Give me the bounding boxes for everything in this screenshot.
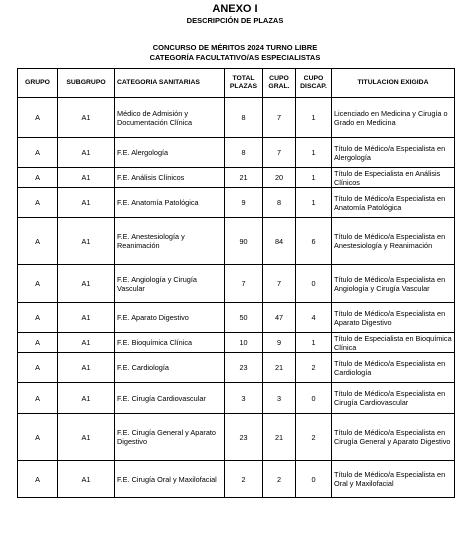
cell-total-plazas: 10	[225, 333, 263, 353]
header-total-plazas: TOTAL PLAZAS	[225, 69, 263, 98]
cell-grupo: A	[18, 265, 58, 303]
cell-subgrupo: A1	[58, 218, 115, 265]
cell-grupo: A	[18, 218, 58, 265]
cell-subgrupo: A1	[58, 333, 115, 353]
cell-grupo: A	[18, 461, 58, 498]
cell-cupo-discap: 1	[296, 333, 332, 353]
table-row	[18, 353, 455, 383]
cell-categoria: F.E. Bioquímica Clínica	[115, 333, 225, 353]
cell-categoria: F.E. Angiología y Cirugía Vascular	[115, 265, 225, 303]
cell-cupo-gral: 21	[263, 353, 296, 383]
cell-cupo-gral: 3	[263, 383, 296, 414]
cell-total-plazas: 23	[225, 414, 263, 461]
table-row	[18, 461, 455, 498]
table-body	[18, 98, 455, 498]
cell-titulacion: Título de Especialista en Análisis Clínicos	[332, 168, 455, 188]
cell-total-plazas: 23	[225, 353, 263, 383]
cell-grupo: A	[18, 353, 58, 383]
cell-total-plazas: 2	[225, 461, 263, 498]
cell-categoria: F.E. Aparato Digestivo	[115, 303, 225, 333]
table-row	[18, 218, 455, 265]
cell-subgrupo: A1	[58, 98, 115, 138]
cell-cupo-gral: 7	[263, 98, 296, 138]
cell-cupo-gral: 21	[263, 414, 296, 461]
header-cupo-discap: CUPO DISCAP.	[296, 69, 332, 98]
cell-subgrupo: A1	[58, 188, 115, 218]
cell-titulacion: Licenciado en Medicina y Cirugía o Grado en Medicina	[332, 98, 455, 138]
cell-cupo-discap: 2	[296, 353, 332, 383]
cell-cupo-gral: 7	[263, 138, 296, 168]
cell-cupo-discap: 1	[296, 188, 332, 218]
cell-titulacion: Título de Médico/a Especialista en Cardiología	[332, 353, 455, 383]
cell-subgrupo: A1	[58, 138, 115, 168]
cell-subgrupo: A1	[58, 461, 115, 498]
cell-subgrupo: A1	[58, 303, 115, 333]
cell-cupo-discap: 0	[296, 265, 332, 303]
cell-titulacion: Título de Médico/a Especialista en Angiología y Cirugía Vascular	[332, 265, 455, 303]
cell-cupo-discap: 1	[296, 168, 332, 188]
cell-grupo: A	[18, 138, 58, 168]
category-title: CATEGORÍA FACULTATIVO/AS ESPECIALISTAS	[149, 53, 321, 62]
header-cupo-gral: CUPO GRAL.	[263, 69, 296, 98]
cell-subgrupo: A1	[58, 168, 115, 188]
cell-grupo: A	[18, 414, 58, 461]
cell-grupo: A	[18, 98, 58, 138]
cell-cupo-gral: 2	[263, 461, 296, 498]
cell-cupo-gral: 84	[263, 218, 296, 265]
table-row	[18, 138, 455, 168]
table-row	[18, 333, 455, 353]
table-row	[18, 265, 455, 303]
cell-total-plazas: 9	[225, 188, 263, 218]
cell-cupo-discap: 6	[296, 218, 332, 265]
cell-grupo: A	[18, 188, 58, 218]
header-subgrupo: SUBGRUPO	[58, 69, 115, 98]
cell-total-plazas: 7	[225, 265, 263, 303]
cell-cupo-discap: 0	[296, 383, 332, 414]
cell-subgrupo: A1	[58, 353, 115, 383]
header-grupo: GRUPO	[18, 69, 58, 98]
cell-cupo-gral: 8	[263, 188, 296, 218]
header-categoria: CATEGORIA SANITARIAS	[115, 69, 225, 98]
contest-title: CONCURSO DE MÉRITOS 2024 TURNO LIBRE	[152, 43, 318, 52]
cell-titulacion: Título de Médico/a Especialista en Cirugía Cardiovascular	[332, 383, 455, 414]
table-row	[18, 188, 455, 218]
cell-total-plazas: 3	[225, 383, 263, 414]
cell-grupo: A	[18, 303, 58, 333]
cell-titulacion: Título de Médico/a Especialista en Anatomía Patológica	[332, 188, 455, 218]
cell-cupo-gral: 7	[263, 265, 296, 303]
cell-total-plazas: 50	[225, 303, 263, 333]
table-row	[18, 98, 455, 138]
cell-cupo-discap: 1	[296, 98, 332, 138]
cell-categoria: F.E. Anatomía Patológica	[115, 188, 225, 218]
cell-titulacion: Título de Médico/a Especialista en Anestesiología y Reanimación	[332, 218, 455, 265]
cell-subgrupo: A1	[58, 414, 115, 461]
cell-categoria: F.E. Análisis Clínicos	[115, 168, 225, 188]
table-row	[18, 168, 455, 188]
table-header-row	[18, 69, 455, 98]
cell-titulacion: Título de Médico/a Especialista en Cirugía General y Aparato Digestivo	[332, 414, 455, 461]
header-titulacion: TITULACION EXIGIDA	[332, 69, 455, 98]
cell-categoria: F.E. Cardiología	[115, 353, 225, 383]
cell-cupo-gral: 20	[263, 168, 296, 188]
cell-grupo: A	[18, 333, 58, 353]
cell-total-plazas: 90	[225, 218, 263, 265]
cell-cupo-gral: 9	[263, 333, 296, 353]
cell-categoria: Médico de Admisión y Documentación Clínica	[115, 98, 225, 138]
cell-total-plazas: 21	[225, 168, 263, 188]
table-row	[18, 414, 455, 461]
cell-cupo-gral: 47	[263, 303, 296, 333]
annex-title: ANEXO I	[212, 3, 258, 15]
cell-total-plazas: 8	[225, 98, 263, 138]
cell-titulacion: Título de Médico/a Especialista en Oral y Maxilofacial	[332, 461, 455, 498]
positions-table	[17, 68, 455, 498]
cell-categoria: F.E. Anestesiología y Reanimación	[115, 218, 225, 265]
cell-titulacion: Título de Especialista en Bioquímica Clínica	[332, 333, 455, 353]
cell-categoria: F.E. Alergología	[115, 138, 225, 168]
cell-categoria: F.E. Cirugía General y Aparato Digestivo	[115, 414, 225, 461]
cell-subgrupo: A1	[58, 383, 115, 414]
cell-cupo-discap: 0	[296, 461, 332, 498]
cell-grupo: A	[18, 168, 58, 188]
cell-titulacion: Título de Médico/a Especialista en Aparato Digestivo	[332, 303, 455, 333]
cell-categoria: F.E. Cirugía Cardiovascular	[115, 383, 225, 414]
cell-categoria: F.E. Cirugía Oral y Maxilofacial	[115, 461, 225, 498]
table-row	[18, 383, 455, 414]
annex-subtitle: DESCRIPCIÓN DE PLAZAS	[186, 16, 284, 25]
cell-cupo-discap: 1	[296, 138, 332, 168]
table-row	[18, 303, 455, 333]
cell-total-plazas: 8	[225, 138, 263, 168]
cell-cupo-discap: 4	[296, 303, 332, 333]
cell-titulacion: Título de Médico/a Especialista en Alergología	[332, 138, 455, 168]
cell-subgrupo: A1	[58, 265, 115, 303]
cell-grupo: A	[18, 383, 58, 414]
cell-cupo-discap: 2	[296, 414, 332, 461]
